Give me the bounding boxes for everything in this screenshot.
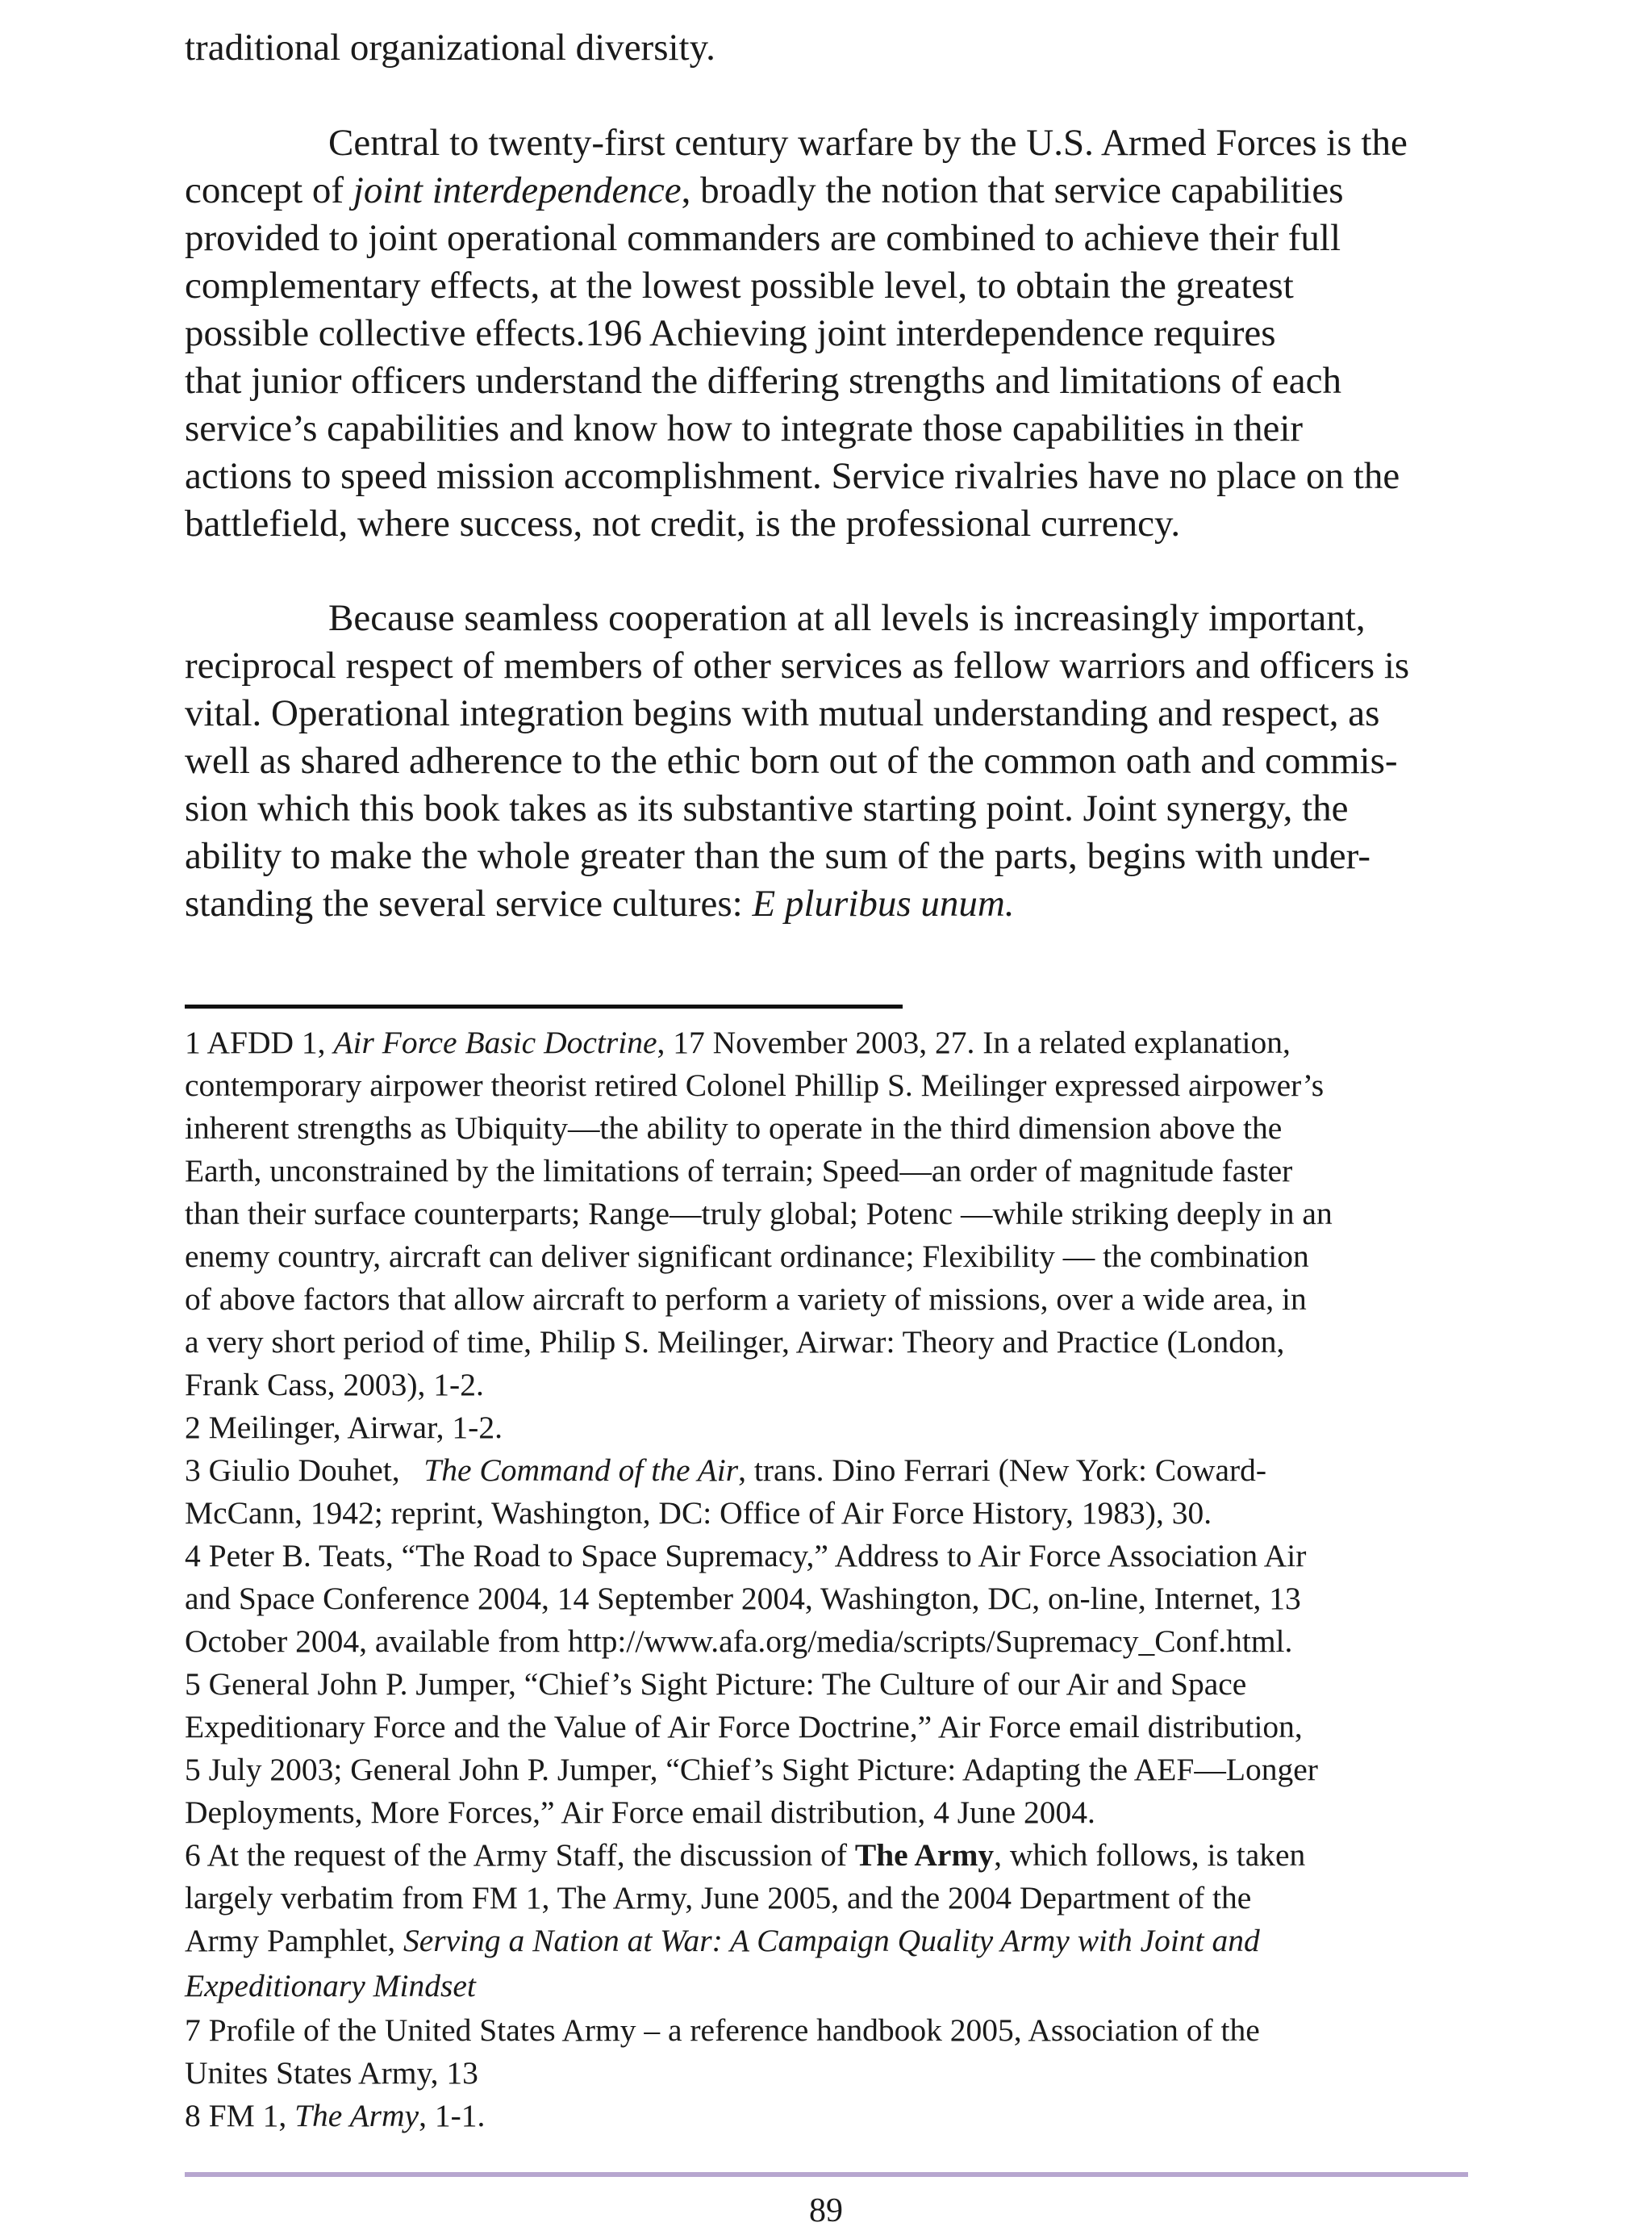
body-line-2: Central to twenty-first century warfare by the U.S. Armed Forces is the <box>328 122 1408 164</box>
footnote-7-line-1: 7 Profile of the United States Army – a reference handbook 2005, Association of the <box>185 2012 1260 2048</box>
body-line-12: reciprocal respect of members of other services as fellow warriors and officers is <box>185 645 1410 687</box>
body-line-14: well as shared adherence to the ethic born out of the common oath and commis- <box>185 740 1398 782</box>
body-line-11: Because seamless cooperation at all levels is increasingly important, <box>328 597 1366 639</box>
footnote-6-line-2: largely verbatim from FM 1, The Army, June 2005, and the 2004 Department of the <box>185 1880 1252 1916</box>
footnote-5-line-1: 5 General John P. Jumper, “Chief’s Sight Picture: The Culture of our Air and Space <box>185 1666 1247 1702</box>
footnote-8: 8 FM 1, The Army, 1-1. <box>185 2098 486 2133</box>
footnote-6-line-1: 6 At the request of the Army Staff, the discussion of The Army, which follows, is taken <box>185 1837 1306 1873</box>
footnote-1-line-9: Frank Cass, 2003), 1-2. <box>185 1367 484 1402</box>
body-line-16: ability to make the whole greater than the sum of the parts, begins with under- <box>185 835 1371 877</box>
body-line-7: that junior officers understand the differing strengths and limitations of each <box>185 360 1342 402</box>
footnote-5-line-4: Deployments, More Forces,” Air Force email distribution, 4 June 2004. <box>185 1794 1095 1830</box>
page-number: 89 <box>809 2192 843 2229</box>
body-line-10: battlefield, where success, not credit, is the professional currency. <box>185 503 1181 545</box>
body-line-4: provided to joint operational commanders are combined to achieve their full <box>185 217 1341 259</box>
footnote-1-line-7: of above factors that allow aircraft to perform a variety of missions, over a wide area, in <box>185 1281 1307 1317</box>
footnote-1-line-8: a very short period of time, Philip S. Meilinger, Airwar: Theory and Practice (London, <box>185 1324 1285 1360</box>
footnote-1-line-6: enemy country, aircraft can deliver significant ordinance; Flexibility — the combination <box>185 1239 1309 1274</box>
footnote-separator <box>185 1005 903 1009</box>
body-line-13: vital. Operational integration begins with mutual understanding and respect, as <box>185 692 1380 734</box>
footnote-1-line-5: than their surface counterparts; Range—truly global; Potenc —while striking deeply in an <box>185 1196 1333 1231</box>
footnote-2: 2 Meilinger, Airwar, 1-2. <box>185 1410 503 1445</box>
body-line-15: sion which this book takes as its substantive starting point. Joint synergy, the <box>185 788 1349 829</box>
body-line-3: concept of joint interdependence, broadly the notion that service capabilities <box>185 169 1344 211</box>
body-line-1: traditional organizational diversity. <box>185 27 715 69</box>
footnote-3-line-2: McCann, 1942; reprint, Washington, DC: Office of Air Force History, 1983), 30. <box>185 1495 1212 1531</box>
body-line-5: complementary effects, at the lowest possible level, to obtain the greatest <box>185 265 1294 307</box>
italic-motto: E pluribus unum. <box>752 883 1015 925</box>
footnote-6-line-3: Army Pamphlet, Serving a Nation at War: A Campaign Quality Army with Joint and <box>185 1923 1260 1958</box>
footnote-4-line-1: 4 Peter B. Teats, “The Road to Space Supremacy,” Address to Air Force Association Air <box>185 1538 1307 1573</box>
footnote-1-line-4: Earth, unconstrained by the limitations of terrain; Speed—an order of magnitude faster <box>185 1153 1293 1189</box>
footnote-1-line-1: 1 AFDD 1, Air Force Basic Doctrine, 17 November 2003, 27. In a related explanation, <box>185 1025 1291 1060</box>
body-line-8: service’s capabilities and know how to integrate those capabilities in their <box>185 407 1304 449</box>
body-line-9: actions to speed mission accomplishment. Service rivalries have no place on the <box>185 455 1400 497</box>
footnote-4-line-2: and Space Conference 2004, 14 September 2004, Washington, DC, on-line, Internet, 13 <box>185 1581 1301 1616</box>
footnote-5-line-2: Expeditionary Force and the Value of Air Force Doctrine,” Air Force email distribution, <box>185 1709 1303 1744</box>
footnote-1-line-3: inherent strengths as Ubiquity—the ability to operate in the third dimension above the <box>185 1110 1283 1146</box>
footnote-3-line-1: 3 Giulio Douhet, The Command of the Air, trans. Dino Ferrari (New York: Coward- <box>185 1452 1267 1488</box>
footnote-6-line-4: Expeditionary Mindset <box>185 1968 476 2003</box>
footnote-4-line-3: October 2004, available from http://www.afa.org/media/scripts/Supremacy_Conf.html. <box>185 1623 1293 1659</box>
footnote-5-line-3: 5 July 2003; General John P. Jumper, “Chief’s Sight Picture: Adapting the AEF—Longer <box>185 1752 1318 1787</box>
footnote-7-line-2: Unites States Army, 13 <box>185 2055 478 2091</box>
page-footer-rule <box>185 2172 1468 2177</box>
footnote-1-line-2: contemporary airpower theorist retired Colonel Phillip S. Meilinger expressed airpower’s <box>185 1067 1325 1103</box>
body-line-17: standing the several service cultures: E pluribus unum. <box>185 883 1015 925</box>
italic-term: joint interdependence <box>353 169 682 211</box>
body-line-6: possible collective effects.196 Achieving joint interdependence requires <box>185 312 1276 354</box>
